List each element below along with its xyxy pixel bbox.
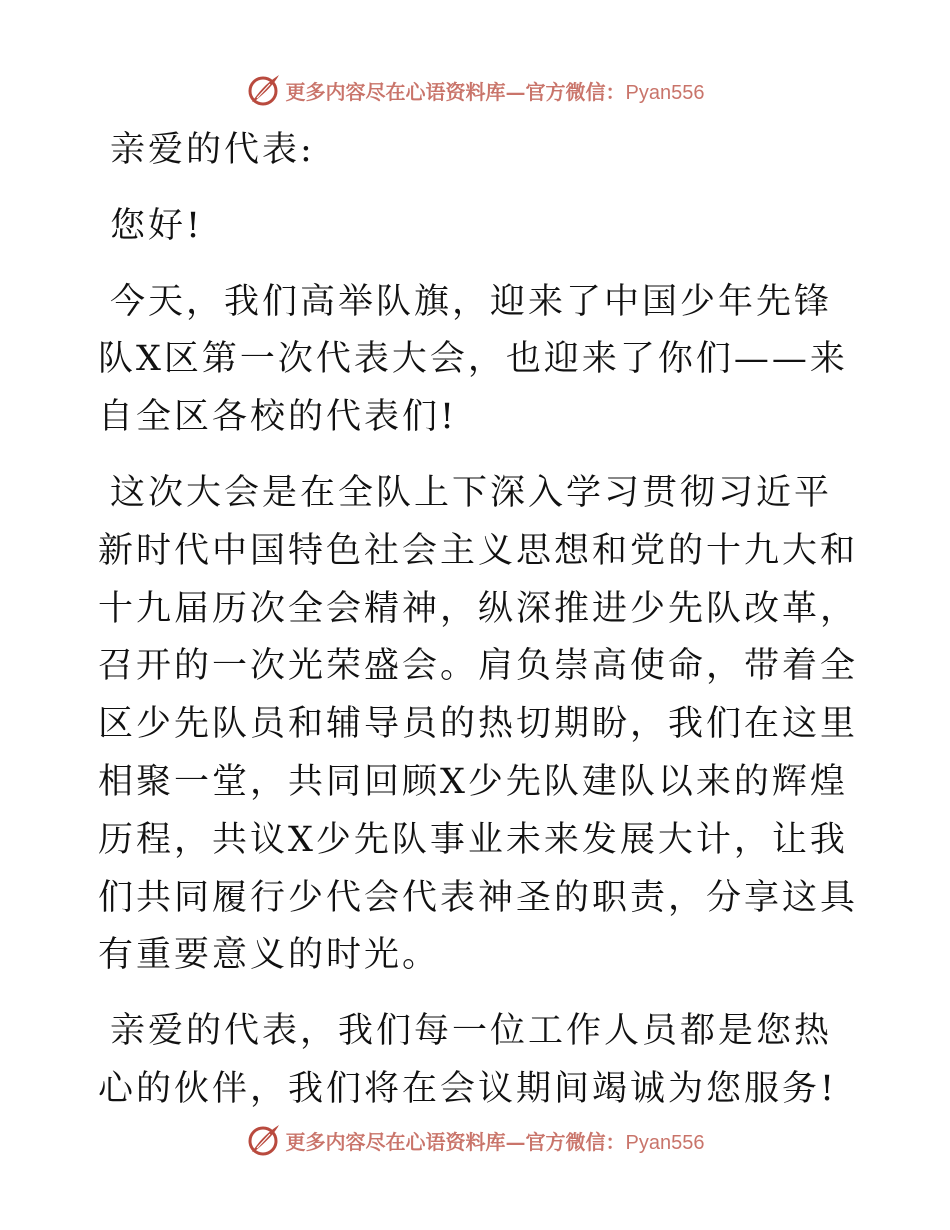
feather-pen-logo-icon bbox=[246, 72, 282, 108]
letter-body bbox=[98, 122, 858, 1137]
letter-paragraph: 亲爱的代表，我们每一位工作人员都是您热心的伙伴，我们将在会议期间竭诚为您服务! bbox=[98, 1011, 838, 1109]
feather-pen-logo-icon bbox=[246, 1122, 282, 1158]
letter-paragraph: 今天，我们高举队旗，迎来了中国少年先锋队X区第一次代表大会，也迎来了你们——来自全区各校的代表们! bbox=[98, 281, 848, 438]
letter-salutation: 亲爱的代表: bbox=[110, 130, 315, 170]
footer-wechat-id: Pyan556 bbox=[625, 1131, 705, 1154]
footer-banner bbox=[0, 1120, 950, 1160]
footer-banner-text: 更多内容尽在心语资料库—官方微信：Pyan556 bbox=[285, 1129, 705, 1154]
letter-greeting: 您好! bbox=[110, 205, 204, 246]
letter-paragraph: 这次大会是在全队上下深入学习贯彻习近平新时代中国特色社会主义思想和党的十九大和十九届历次全会精神，纵深推进少先队改革，召开的一次光荣盛会。肩负崇高使命，带着全区少先队员和辅导员的热切期盼，我们在这里相聚一堂，共同回顾X少先队建队以来的辉煌历程，共议X少先队事业未来发展大计，让我们共同履行少代会代表神圣的职责，分享这具有重要意义的时光。 bbox=[98, 472, 859, 976]
header-banner bbox=[0, 70, 950, 110]
header-banner-text: 更多内容尽在心语资料库—官方微信：Pyan556 bbox=[285, 79, 705, 104]
header-wechat-id: Pyan556 bbox=[625, 81, 705, 104]
